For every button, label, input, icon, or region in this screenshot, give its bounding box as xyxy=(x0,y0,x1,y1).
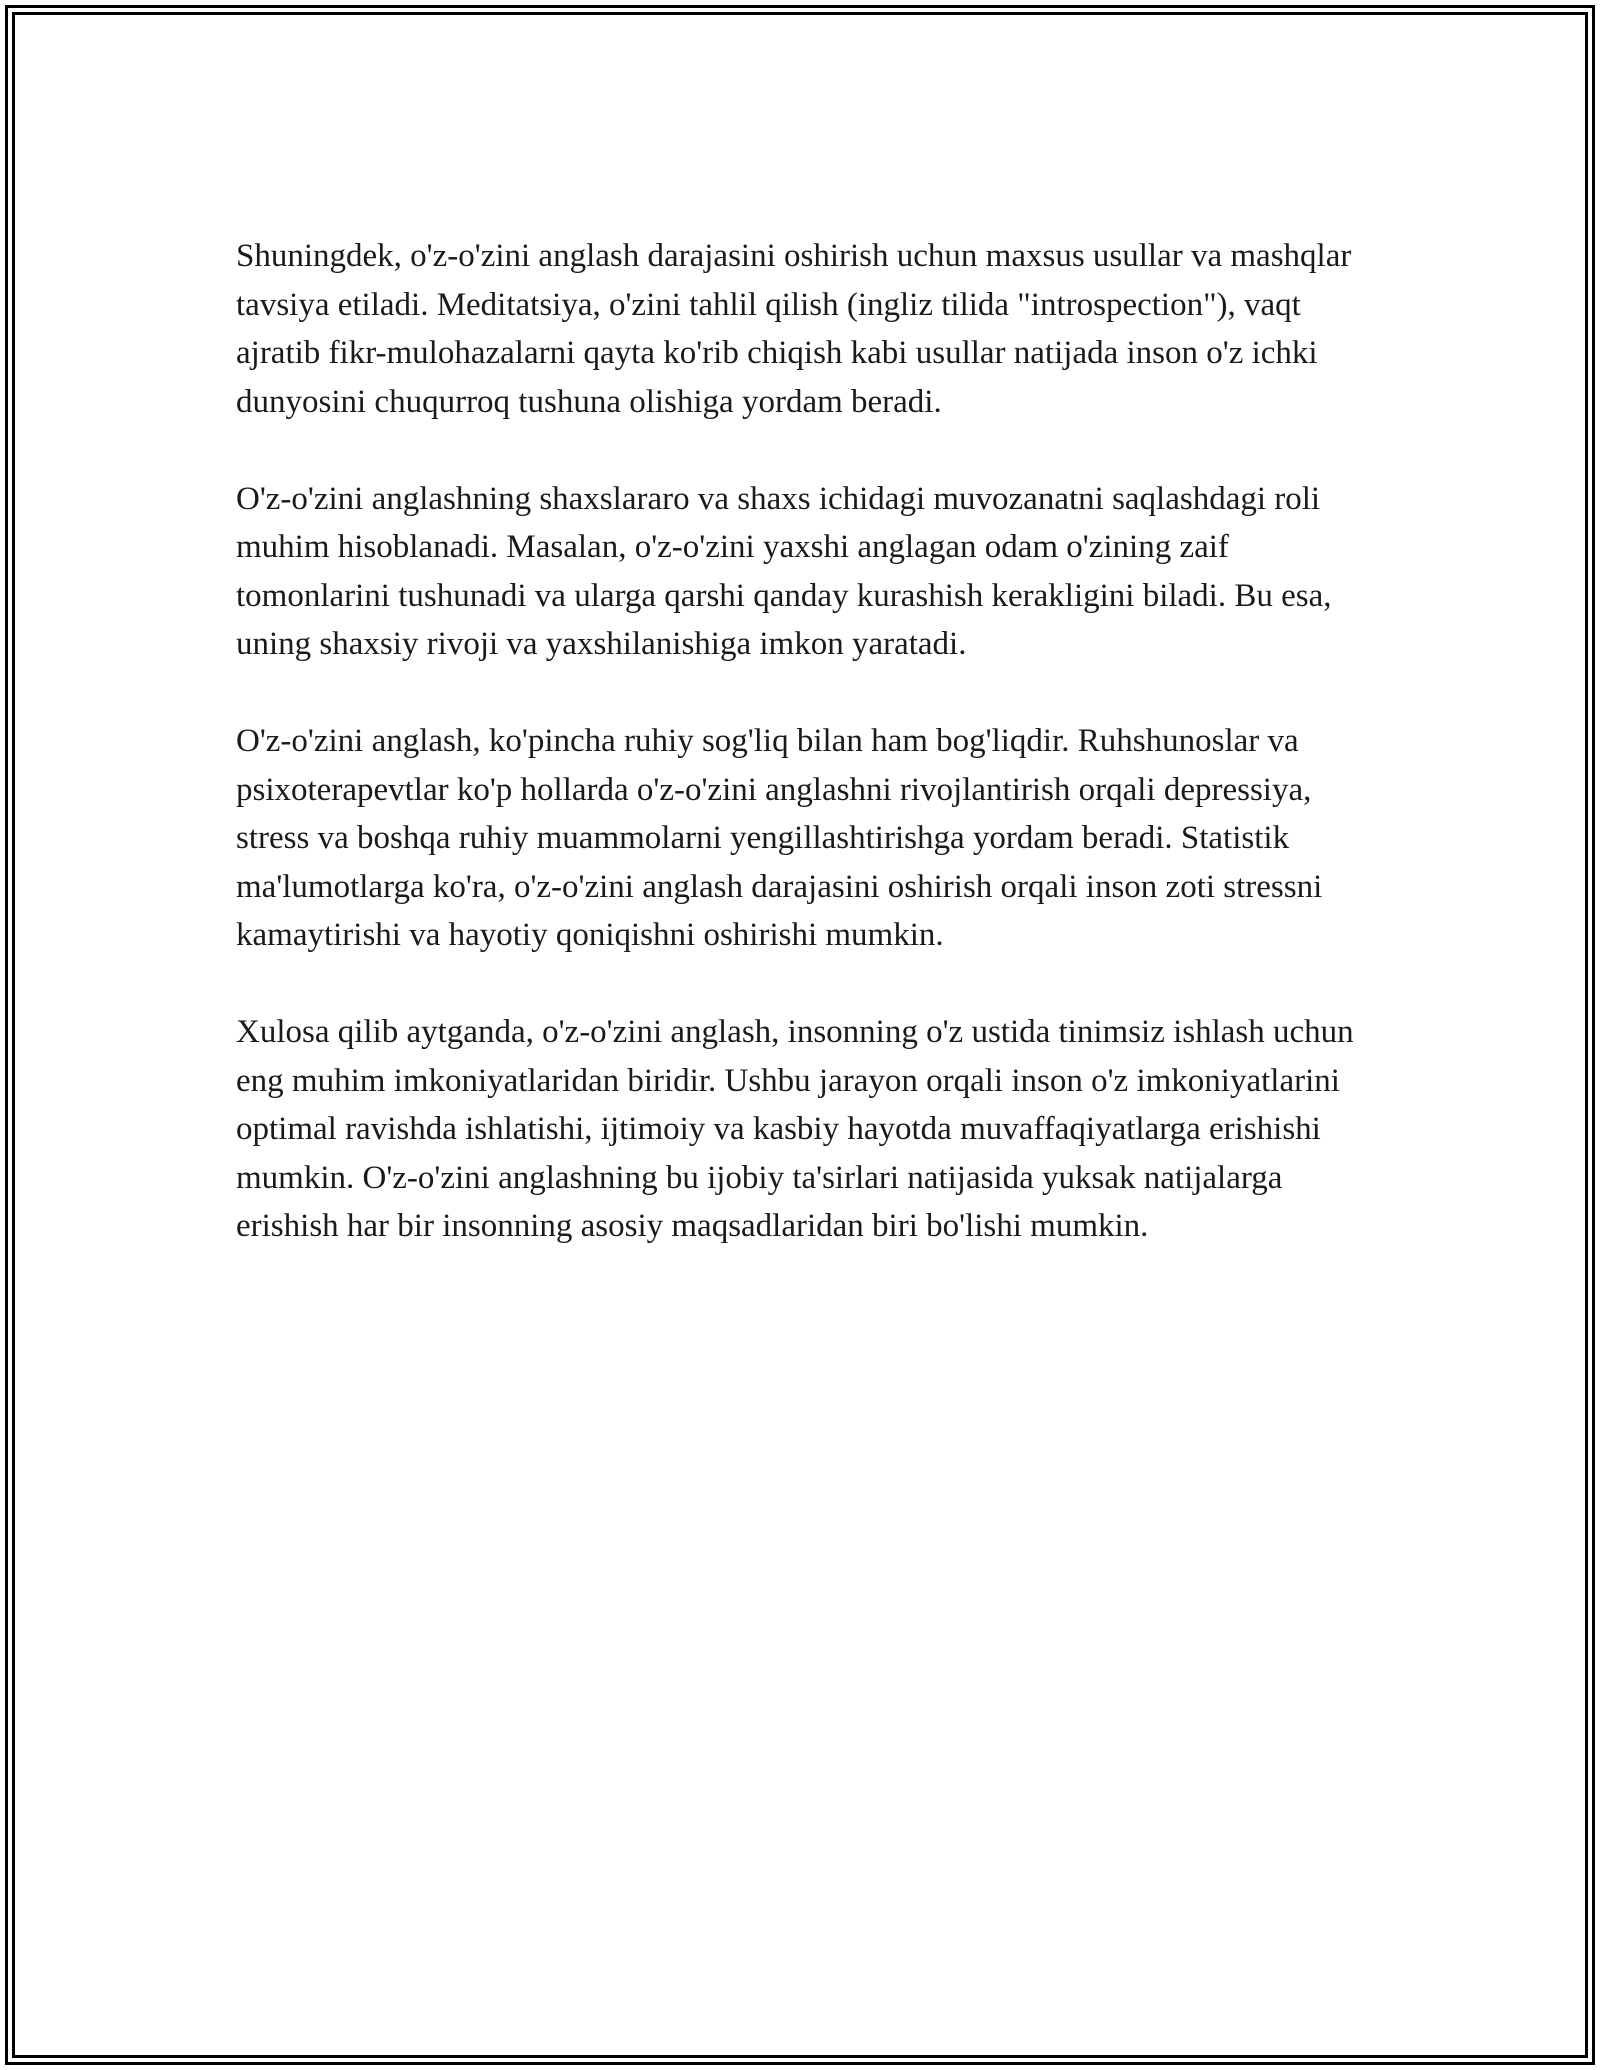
paragraph-4: Xulosa qilib aytganda, o'z-o'zini anglash, insonning o'z ustida tinimsiz ishlash uchun eng muhim imkoniyatlaridan biridir. Ushbu jarayon orqali inson o'z imkoniyatlarini optimal ravishda ishlatishi, ijtimoiy va kasbiy hayotda muvaffaqiyatlarga erishishi mumkin. O'z-o'zini anglashning bu ijobiy ta'sirlari natijasida yuksak natijalarga erishish har bir insonning asosiy maqsadlaridan biri bo'lishi mumkin. xyxy=(236,1014,1354,1244)
paragraph-1: Shuningdek, o'z-o'zini anglash darajasini oshirish uchun maxsus usullar va mashqlar tavsiya etiladi. Meditatsiya, o'zini tahlil qilish (ingliz tilida "introspection"), vaqt ajratib fikr-mulohazalarni qayta ko'rib chiqish kabi usullar natijada inson o'z ichki dunyosini chuqurroq tushuna olishiga yordam beradi. xyxy=(236,238,1352,420)
paragraph-3: O'z-o'zini anglash, ko'pincha ruhiy sog'liq bilan ham bog'liqdir. Ruhshunoslar va psixoterapevtlar ko'p hollarda o'z-o'zini anglashni rivojlantirish orqali depressiya, stress va boshqa ruhiy muammolarni yengillashtirishga yordam beradi. Statistik ma'lumotlarga ko'ra, o'z-o'zini anglash darajasini oshirish orqali inson zoti stressni kamaytirishi va hayotiy qoniqishni oshirishi mumkin. xyxy=(236,723,1323,953)
paragraph-2: O'z-o'zini anglashning shaxslararo va shaxs ichidagi muvozanatni saqlashdagi roli muhim hisoblanadi. Masalan, o'z-o'zini yaxshi anglagan odam o'zining zaif tomonlarini tushunadi va ularga qarshi qanday kurashish kerakligini biladi. Bu esa, uning shaxsiy rivoji va yaxshilanishiga imkon yaratadi. xyxy=(236,480,1332,662)
document-body xyxy=(236,232,1381,1299)
